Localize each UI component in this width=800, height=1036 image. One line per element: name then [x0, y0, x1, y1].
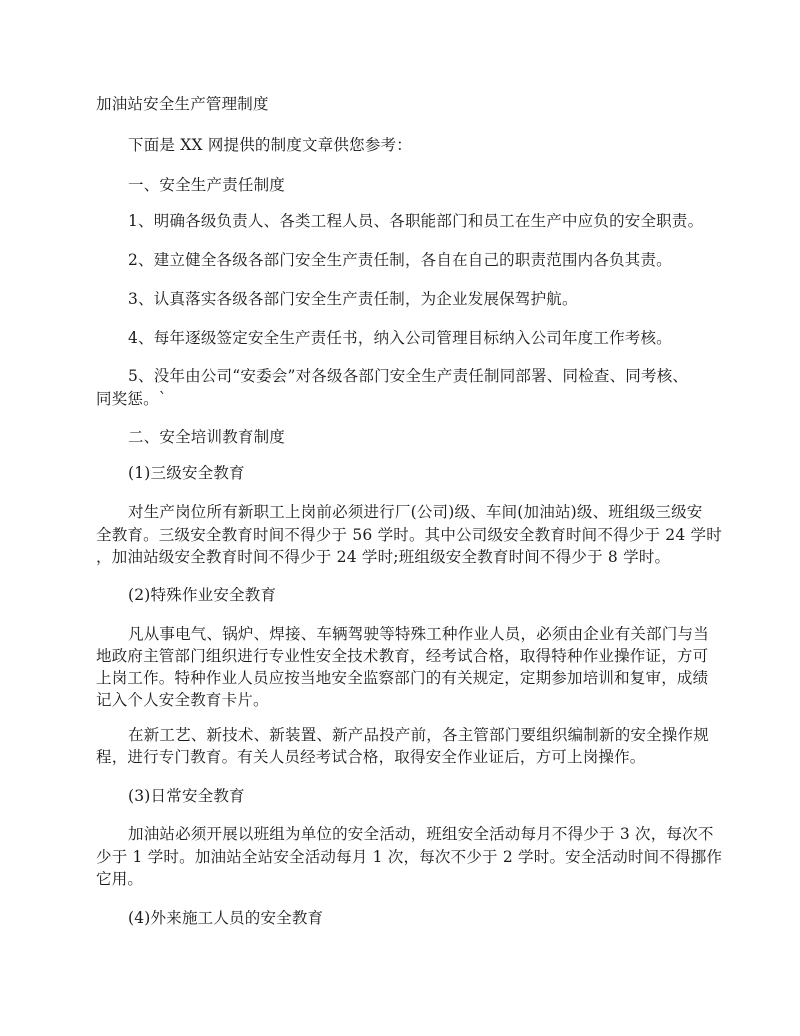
sub3-line: 少于 1 学时。加油站全站安全活动每月 1 次，每次不少于 2 学时。安全活动时间不得挪作 [96, 848, 723, 866]
sub2-para2-line: 程，进行专门教育。有关人员经考试合格，取得安全作业证后，方可上岗操作。 [96, 748, 646, 766]
section1-item-2: 2、建立健全各级各部门安全生产责任制，各自在自己的职责范围内各负其责。 [128, 251, 672, 269]
document-title: 加油站安全生产管理制度 [96, 95, 269, 113]
sub2-para1-line: 上岗工作。特种作业人员应按当地安全监察部门的有关规定，定期参加培训和复审，成绩 [96, 669, 709, 687]
sub2-para1-line: 凡从事电气、锅炉、焊接、车辆驾驶等特殊工种作业人员，必须由企业有关部门与当 [128, 625, 709, 643]
sub2-para1-line: 记入个人安全教育卡片。 [96, 691, 269, 709]
section1-item-1: 1、明确各级负责人、各类工程人员、各职能部门和员工在生产中应负的安全职责。 [128, 212, 704, 230]
sub1-line: 对生产岗位所有新职工上岗前必须进行厂(公司)级、车间(加油站)级、班组级三级安 [128, 503, 703, 521]
sub1-heading: (1)三级安全教育 [128, 464, 245, 482]
section1-item-3: 3、认真落实各级各部门安全生产责任制，为企业发展保驾护航。 [128, 290, 578, 308]
sub1-line: 全教育。三级安全教育时间不得少于 56 学时。其中公司级安全教育时间不得少于 24 学时 [96, 526, 722, 544]
sub4-heading: (4)外来施工人员的安全教育 [128, 909, 324, 927]
section2-heading: 二、安全培训教育制度 [128, 428, 286, 446]
sub3-heading: (3)日常安全教育 [128, 787, 245, 805]
section1-item-5-line1: 5、没年由公司“安委会”对各级各部门安全生产责任制同部署、同检查、同考核、 [128, 367, 689, 385]
sub1-line: ，加油站级安全教育时间不得少于 24 学时;班组级安全教育时间不得少于 8 学时。 [96, 548, 671, 566]
sub3-line: 它用。 [96, 870, 144, 888]
section1-item-4: 4、每年逐级签定安全生产责任书，纳入公司管理目标纳入公司年度工作考核。 [128, 329, 672, 347]
sub2-heading: (2)特殊作业安全教育 [128, 586, 277, 604]
sub2-para1-line: 地政府主管部门组织进行专业性安全技术教育，经考试合格，取得特种作业操作证，方可 [96, 647, 709, 665]
section1-heading: 一、安全生产责任制度 [128, 176, 286, 194]
sub3-line: 加油站必须开展以班组为单位的安全活动，班组安全活动每月不得少于 3 次，每次不 [128, 825, 714, 843]
section1-item-5-line2: 同奖惩。` [96, 390, 167, 408]
intro-paragraph: 下面是 XX 网提供的制度文章供您参考： [128, 136, 412, 154]
sub2-para2-line: 在新工艺、新技术、新装置、新产品投产前，各主管部门要组织编制新的安全操作规 [128, 726, 709, 744]
